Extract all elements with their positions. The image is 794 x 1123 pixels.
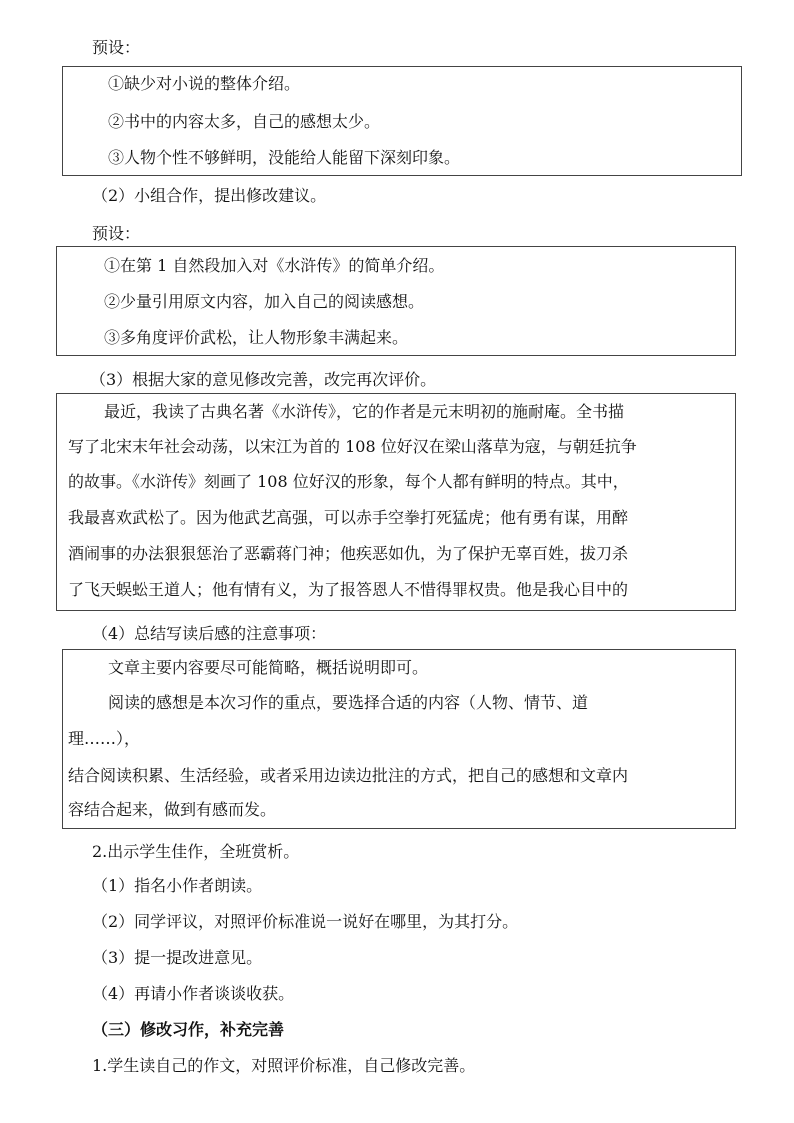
- preset-label-2: 预设：: [92, 224, 141, 243]
- notes-line-2: 阅读的感想是本次习作的重点，要选择合适的内容（人物、情节、道: [108, 693, 589, 712]
- essay-line-3: 的故事。《水浒传》刻画了 108 位好汉的形象，每个人都有鲜明的特点。其中，: [68, 472, 629, 491]
- notes-line-1: 文章主要内容要尽可能简略，概括说明即可。: [108, 658, 429, 677]
- preset-2-item-1: ①在第 1 自然段加入对《水浒传》的简单介绍。: [104, 256, 445, 275]
- preset-1-item-2: ②书中的内容太多，自己的感想太少。: [108, 112, 381, 131]
- preset-label-1: 预设：: [92, 38, 141, 57]
- notes-line-3: 理……），: [68, 729, 141, 748]
- preset-2-item-2: ②少量引用原文内容，加入自己的阅读感想。: [104, 292, 425, 311]
- item-2-text: 2.出示学生佳作，全班赏析。: [92, 842, 300, 861]
- sub-item-4: （4）再请小作者谈谈收获。: [92, 984, 295, 1003]
- essay-line-1: 最近，我读了古典名著《水浒传》，它的作者是元末明初的施耐庵。全书描: [104, 402, 625, 421]
- preset-1-item-1: ①缺少对小说的整体介绍。: [108, 74, 301, 93]
- preset-1-item-3: ③人物个性不够鲜明，没能给人能留下深刻印象。: [108, 148, 461, 167]
- item-1-text: 1.学生读自己的作文，对照评价标准，自己修改完善。: [92, 1056, 476, 1075]
- essay-line-4: 我最喜欢武松了。因为他武艺高强，可以赤手空拳打死猛虎；他有勇有谋，用醉: [68, 508, 629, 527]
- preset-2-item-3: ③多角度评价武松，让人物形象丰满起来。: [104, 328, 409, 347]
- step-2-text: （2）小组合作，提出修改建议。: [92, 186, 327, 205]
- step-4-text: （4）总结写读后感的注意事项：: [92, 624, 327, 643]
- essay-line-6: 了飞天蜈蚣王道人；他有情有义，为了报答恩人不惜得罪权贵。他是我心目中的: [68, 580, 629, 599]
- sub-item-1: （1）指名小作者朗读。: [92, 876, 263, 895]
- essay-line-5: 酒闹事的办法狠狠惩治了恶霸蒋门神；他疾恶如仇，为了保护无辜百姓，拔刀杀: [68, 544, 629, 563]
- section-3-heading: （三）修改习作，补充完善: [92, 1020, 285, 1039]
- notes-line-5: 容结合起来，做到有感而发。: [68, 800, 277, 819]
- notes-line-4: 结合阅读积累、生活经验，或者采用边读边批注的方式，把自己的感想和文章内: [68, 766, 629, 785]
- essay-line-2: 写了北宋末年社会动荡，以宋江为首的 108 位好汉在梁山落草为寇，与朝廷抗争: [68, 437, 637, 456]
- sub-item-3: （3）提一提改进意见。: [92, 948, 263, 967]
- sub-item-2: （2）同学评议，对照评价标准说一说好在哪里，为其打分。: [92, 912, 519, 931]
- step-3-text: （3）根据大家的意见修改完善，改完再次评价。: [90, 370, 437, 389]
